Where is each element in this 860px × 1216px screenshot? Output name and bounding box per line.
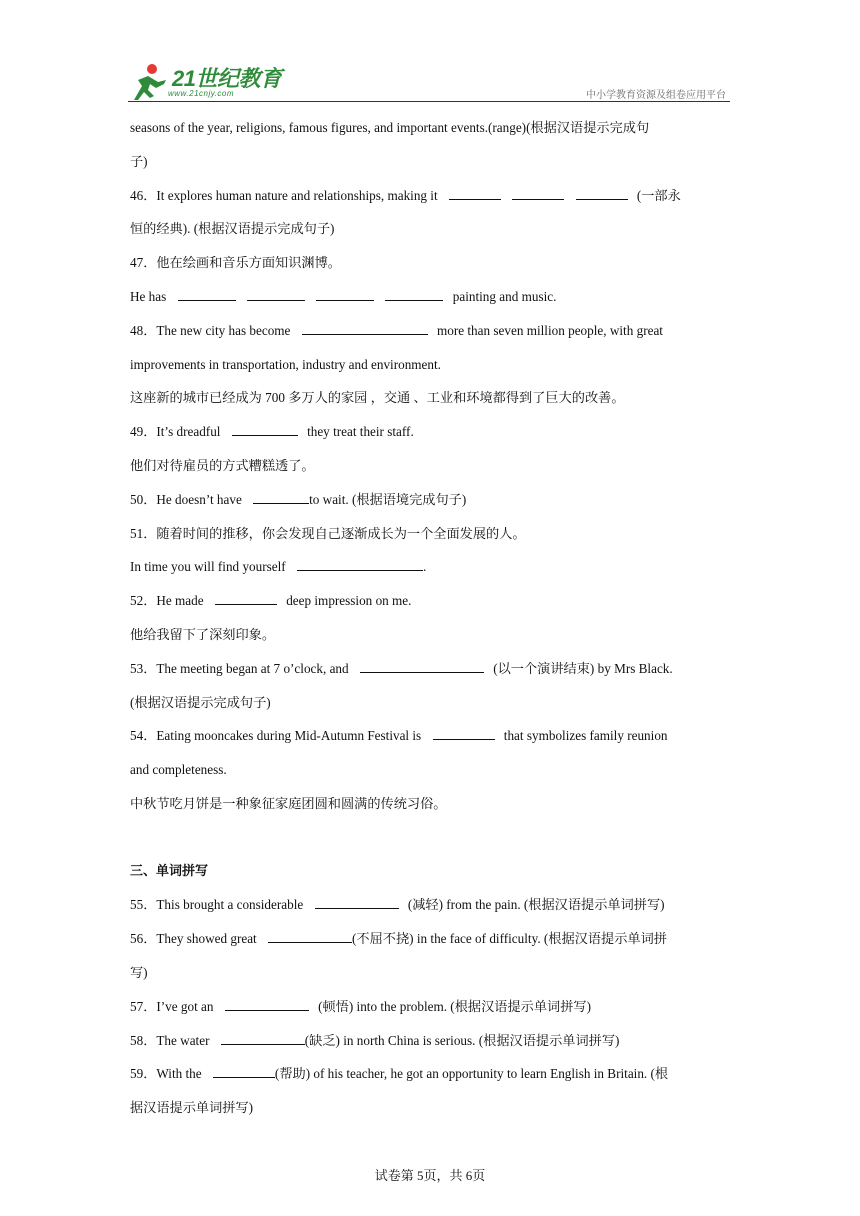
question-text: painting and music. bbox=[452, 288, 557, 304]
question-47: 47．他在绘画和音乐方面知识渊博。 bbox=[130, 255, 341, 271]
translation-line: 他们对待雇员的方式糟糕透了。 bbox=[130, 457, 315, 473]
question-59 bbox=[130, 1057, 730, 1091]
answer-blank[interactable] bbox=[433, 727, 495, 740]
question-47-sentence bbox=[130, 280, 730, 314]
text-line: 恒的经典). (根据汉语提示完成句子) bbox=[130, 221, 335, 237]
translation-line: 中秋节吃月饼是一种象征家庭团圆和圆满的传统习俗。 bbox=[130, 795, 447, 811]
answer-blank[interactable] bbox=[247, 288, 305, 301]
page-footer: 试卷第 5页，共 6页 bbox=[374, 1168, 486, 1183]
question-58 bbox=[130, 1024, 730, 1058]
answer-blank[interactable] bbox=[302, 322, 428, 335]
page-header bbox=[128, 58, 730, 104]
question-text: (顿悟) into the problem. (根据汉语提示单词拼写) bbox=[318, 998, 591, 1014]
question-text: 59．With the bbox=[130, 1066, 202, 1082]
translation-line: 他给我留下了深刻印象。 bbox=[130, 626, 276, 642]
header-platform-text: 中小学教育资源及组卷应用平台 bbox=[586, 90, 726, 101]
answer-blank[interactable] bbox=[360, 660, 484, 673]
header-divider bbox=[128, 101, 730, 102]
question-hint: (一部永 bbox=[636, 187, 681, 203]
question-text: (减轻) from the pain. (根据汉语提示单词拼写) bbox=[407, 897, 665, 913]
question-text: that symbolizes family reunion bbox=[503, 728, 668, 744]
question-text: He has bbox=[130, 288, 167, 304]
question-text: 46．It explores human nature and relationships, making it bbox=[130, 187, 438, 203]
runner-logo-icon bbox=[128, 62, 170, 102]
answer-blank[interactable] bbox=[316, 288, 374, 301]
question-text: 52．He made bbox=[130, 593, 204, 609]
question-text: more than seven million people, with great bbox=[437, 322, 663, 338]
question-55 bbox=[130, 888, 730, 922]
question-text: 53．The meeting began at 7 o’clock, and bbox=[130, 660, 349, 676]
question-54 bbox=[130, 719, 730, 753]
question-content bbox=[130, 111, 730, 1125]
text-line: seasons of the year, religions, famous figures, and important events.(range)(根据汉语提示完成句 bbox=[130, 120, 650, 135]
question-52 bbox=[130, 584, 730, 618]
question-text: (以一个演讲结束) by Mrs Black. bbox=[493, 660, 673, 676]
logo-text: 21世纪教育 bbox=[172, 66, 282, 91]
question-text: In time you will find yourself bbox=[130, 559, 286, 575]
question-text: 58．The water bbox=[130, 1032, 210, 1048]
answer-blank[interactable] bbox=[232, 423, 298, 436]
question-46 bbox=[130, 179, 730, 213]
answer-blank[interactable] bbox=[449, 187, 501, 200]
question-text: 55．This brought a considerable bbox=[130, 897, 304, 913]
answer-blank[interactable] bbox=[385, 288, 443, 301]
question-text: 57．I’ve got an bbox=[130, 998, 214, 1014]
question-56 bbox=[130, 922, 730, 956]
answer-blank[interactable] bbox=[213, 1065, 275, 1078]
text-line: and completeness. bbox=[130, 762, 227, 778]
answer-blank[interactable] bbox=[268, 930, 352, 943]
question-text: 50．He doesn’t have bbox=[130, 491, 242, 507]
question-51-sentence bbox=[130, 550, 730, 584]
logo-url: www.21cnjy.com bbox=[168, 89, 234, 98]
question-text: (不屈不挠) in the face of difficulty. (根据汉语提示单词拼 bbox=[352, 931, 667, 947]
answer-blank[interactable] bbox=[297, 558, 423, 571]
question-text: 54．Eating mooncakes during Mid-Autumn Festival is bbox=[130, 728, 422, 744]
answer-blank[interactable] bbox=[221, 1032, 305, 1045]
answer-blank[interactable] bbox=[178, 288, 236, 301]
section-title: 三、单词拼写 bbox=[130, 863, 209, 879]
question-text: 56．They showed great bbox=[130, 931, 257, 947]
question-50 bbox=[130, 483, 730, 517]
answer-blank[interactable] bbox=[225, 998, 309, 1011]
text-line: 据汉语提示单词拼写) bbox=[130, 1100, 254, 1116]
translation-line: 这座新的城市已经成为 700 多万人的家园 ，交通 、工业和环境都得到了巨大的改善。 bbox=[130, 390, 625, 406]
question-text: (帮助) of his teacher, he got an opportunity to learn English in Britain. (根 bbox=[274, 1066, 669, 1082]
answer-blank[interactable] bbox=[253, 491, 309, 504]
logo bbox=[128, 62, 288, 102]
answer-blank[interactable] bbox=[315, 896, 399, 909]
question-text: deep impression on me. bbox=[286, 593, 412, 609]
answer-blank[interactable] bbox=[512, 187, 564, 200]
text-line: 写) bbox=[130, 964, 148, 980]
question-text: they treat their staff. bbox=[307, 424, 414, 440]
question-53 bbox=[130, 652, 730, 686]
answer-blank[interactable] bbox=[576, 187, 628, 200]
question-text: to wait. (根据语境完成句子) bbox=[309, 491, 467, 507]
question-48 bbox=[130, 314, 730, 348]
question-49 bbox=[130, 415, 730, 449]
spacer bbox=[130, 821, 730, 855]
question-text: . bbox=[422, 559, 427, 575]
answer-blank[interactable] bbox=[215, 592, 277, 605]
question-text: (缺乏) in north China is serious. (根据汉语提示单词拼写) bbox=[304, 1032, 620, 1048]
question-57 bbox=[130, 990, 730, 1024]
question-51: 51．随着时间的推移，你会发现自己逐渐成长为一个全面发展的人。 bbox=[130, 525, 526, 541]
question-text: 49．It’s dreadful bbox=[130, 424, 221, 440]
text-line: improvements in transportation, industry and environment. bbox=[130, 356, 441, 372]
text-line: (根据汉语提示完成句子) bbox=[130, 694, 271, 710]
text-line: 子) bbox=[130, 153, 148, 169]
question-text: 48．The new city has become bbox=[130, 322, 291, 338]
